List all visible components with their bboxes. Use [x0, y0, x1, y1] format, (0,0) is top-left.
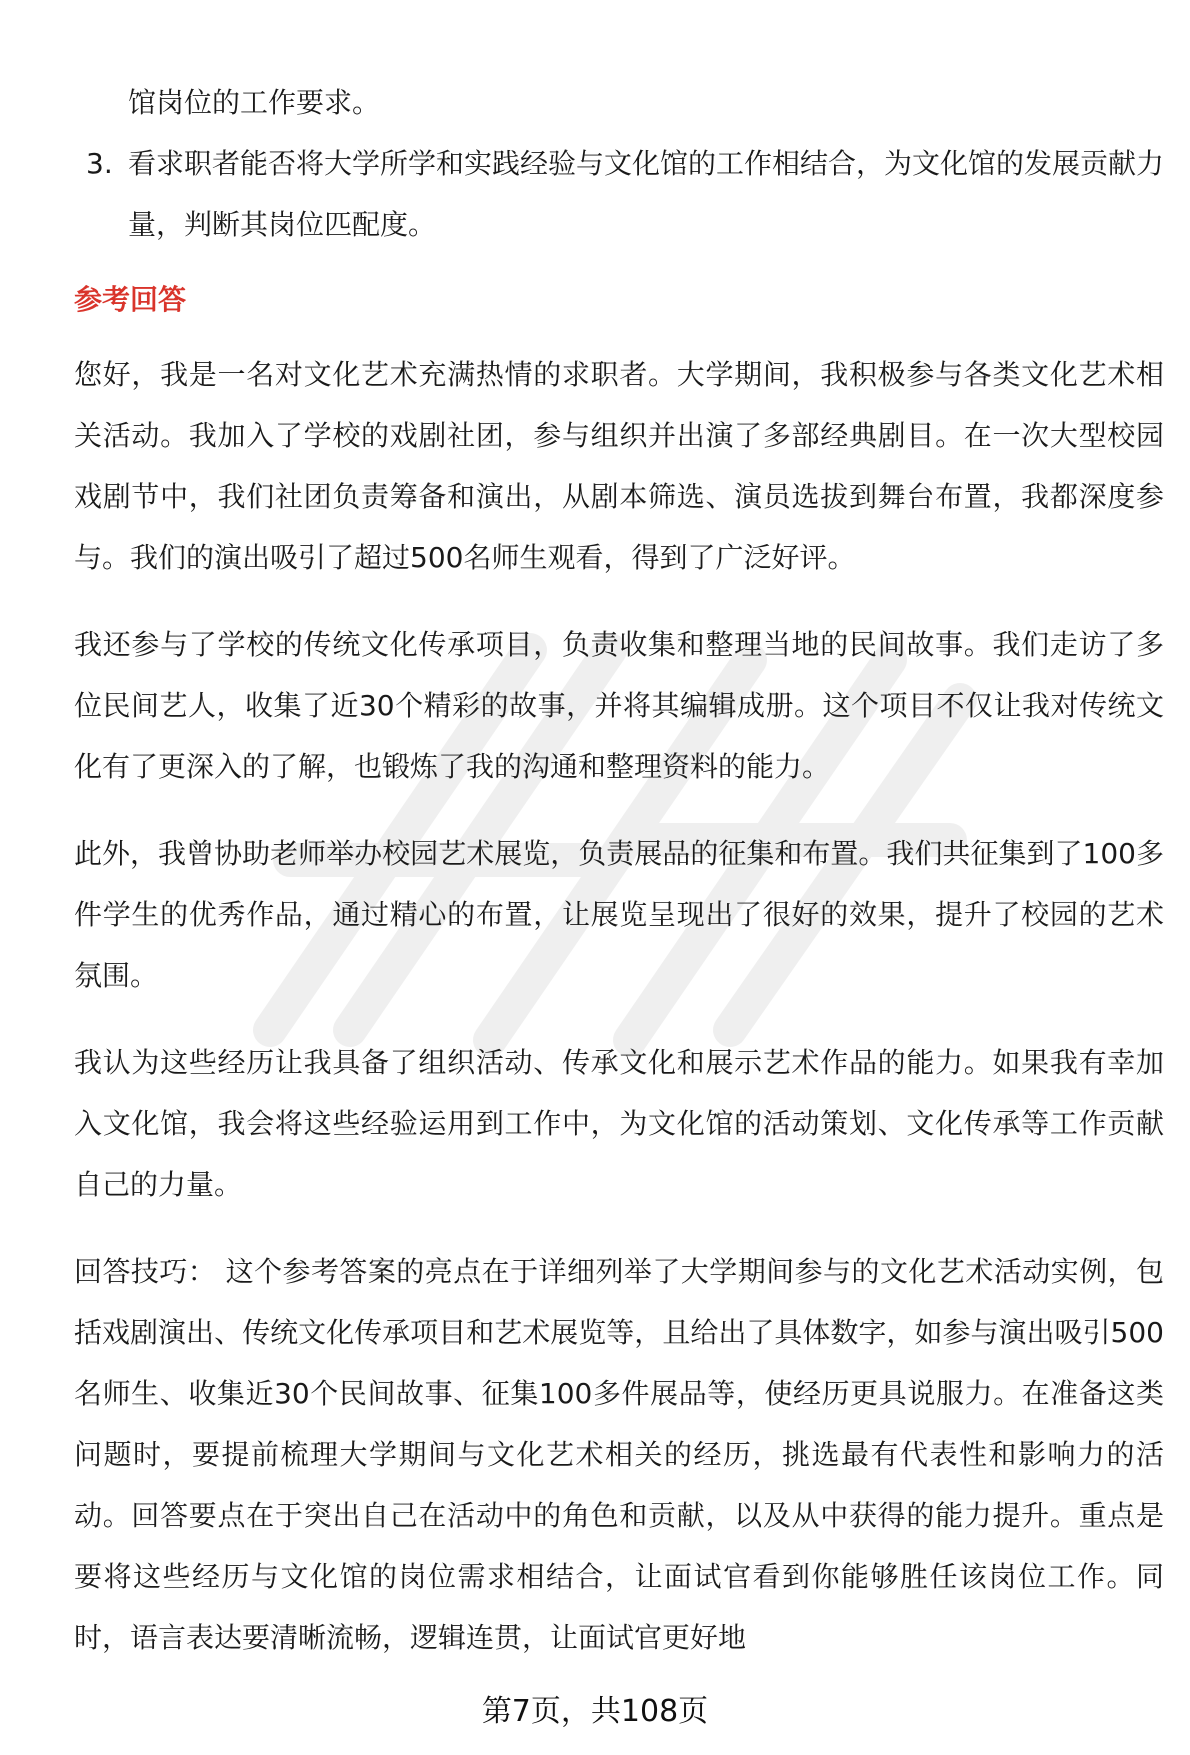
- answer-paragraph-4: 我认为这些经历让我具备了组织活动、传承文化和展示艺术作品的能力。如果我有幸加入文化馆，我会将这些经验运用到工作中，为文化馆的活动策划、文化传承等工作贡献自己的力量。: [74, 1046, 1164, 1201]
- answer-paragraph-3: 此外，我曾协助老师举办校园艺术展览，负责展品的征集和布置。我们共征集到了100多件学生的优秀作品，通过精心的布置，让展览呈现出了很好的效果，提升了校园的艺术氛围。: [74, 837, 1164, 992]
- list-continuation: 馆岗位的工作要求。: [128, 86, 381, 119]
- section-heading-reference-answer: 参考回答: [74, 283, 187, 316]
- main-content: [74, 72, 1164, 1694]
- answer-paragraph-1: 您好，我是一名对文化艺术充满热情的求职者。大学期间，我积极参与各类文化艺术相关活动。我加入了学校的戏剧社团，参与组织并出演了多部经典剧目。在一次大型校园戏剧节中，我们社团负责筹备和演出，从剧本筛选、演员选拔到舞台布置，我都深度参与。我们的演出吸引了超过500名师生观看，得到了广泛好评。: [74, 358, 1164, 574]
- list-item-text: 看求职者能否将大学所学和实践经验与文化馆的工作相结合，为文化馆的发展贡献力量，判断其岗位匹配度。: [128, 147, 1165, 241]
- answer-tips-paragraph: 回答技巧： 这个参考答案的亮点在于详细列举了大学期间参与的文化艺术活动实例，包括戏剧演出、传统文化传承项目和艺术展览等，且给出了具体数字，如参与演出吸引500名师生、收集近30个民间故事、征集100多件展品等，使经历更具说服力。在准备这类问题时，要提前梳理大学期间与文化艺术相关的经历，挑选最有代表性和影响力的活动。回答要点在于突出自己在活动中的角色和贡献，以及从中获得的能力提升。重点是要将这些经历与文化馆的岗位需求相结合，让面试官看到你能够胜任该岗位工作。同时，语言表达要清晰流畅，逻辑连贯，让面试官更好地: [74, 1255, 1164, 1654]
- answer-paragraph-2: 我还参与了学校的传统文化传承项目，负责收集和整理当地的民间故事。我们走访了多位民间艺人，收集了近30个精彩的故事，并将其编辑成册。这个项目不仅让我对传统文化有了更深入的了解，也锻炼了我的沟通和整理资料的能力。: [74, 628, 1164, 783]
- page-number-footer: 第7页，共108页: [481, 1694, 709, 1729]
- list-number: 3.: [86, 147, 113, 180]
- list-item-3: [74, 133, 1164, 255]
